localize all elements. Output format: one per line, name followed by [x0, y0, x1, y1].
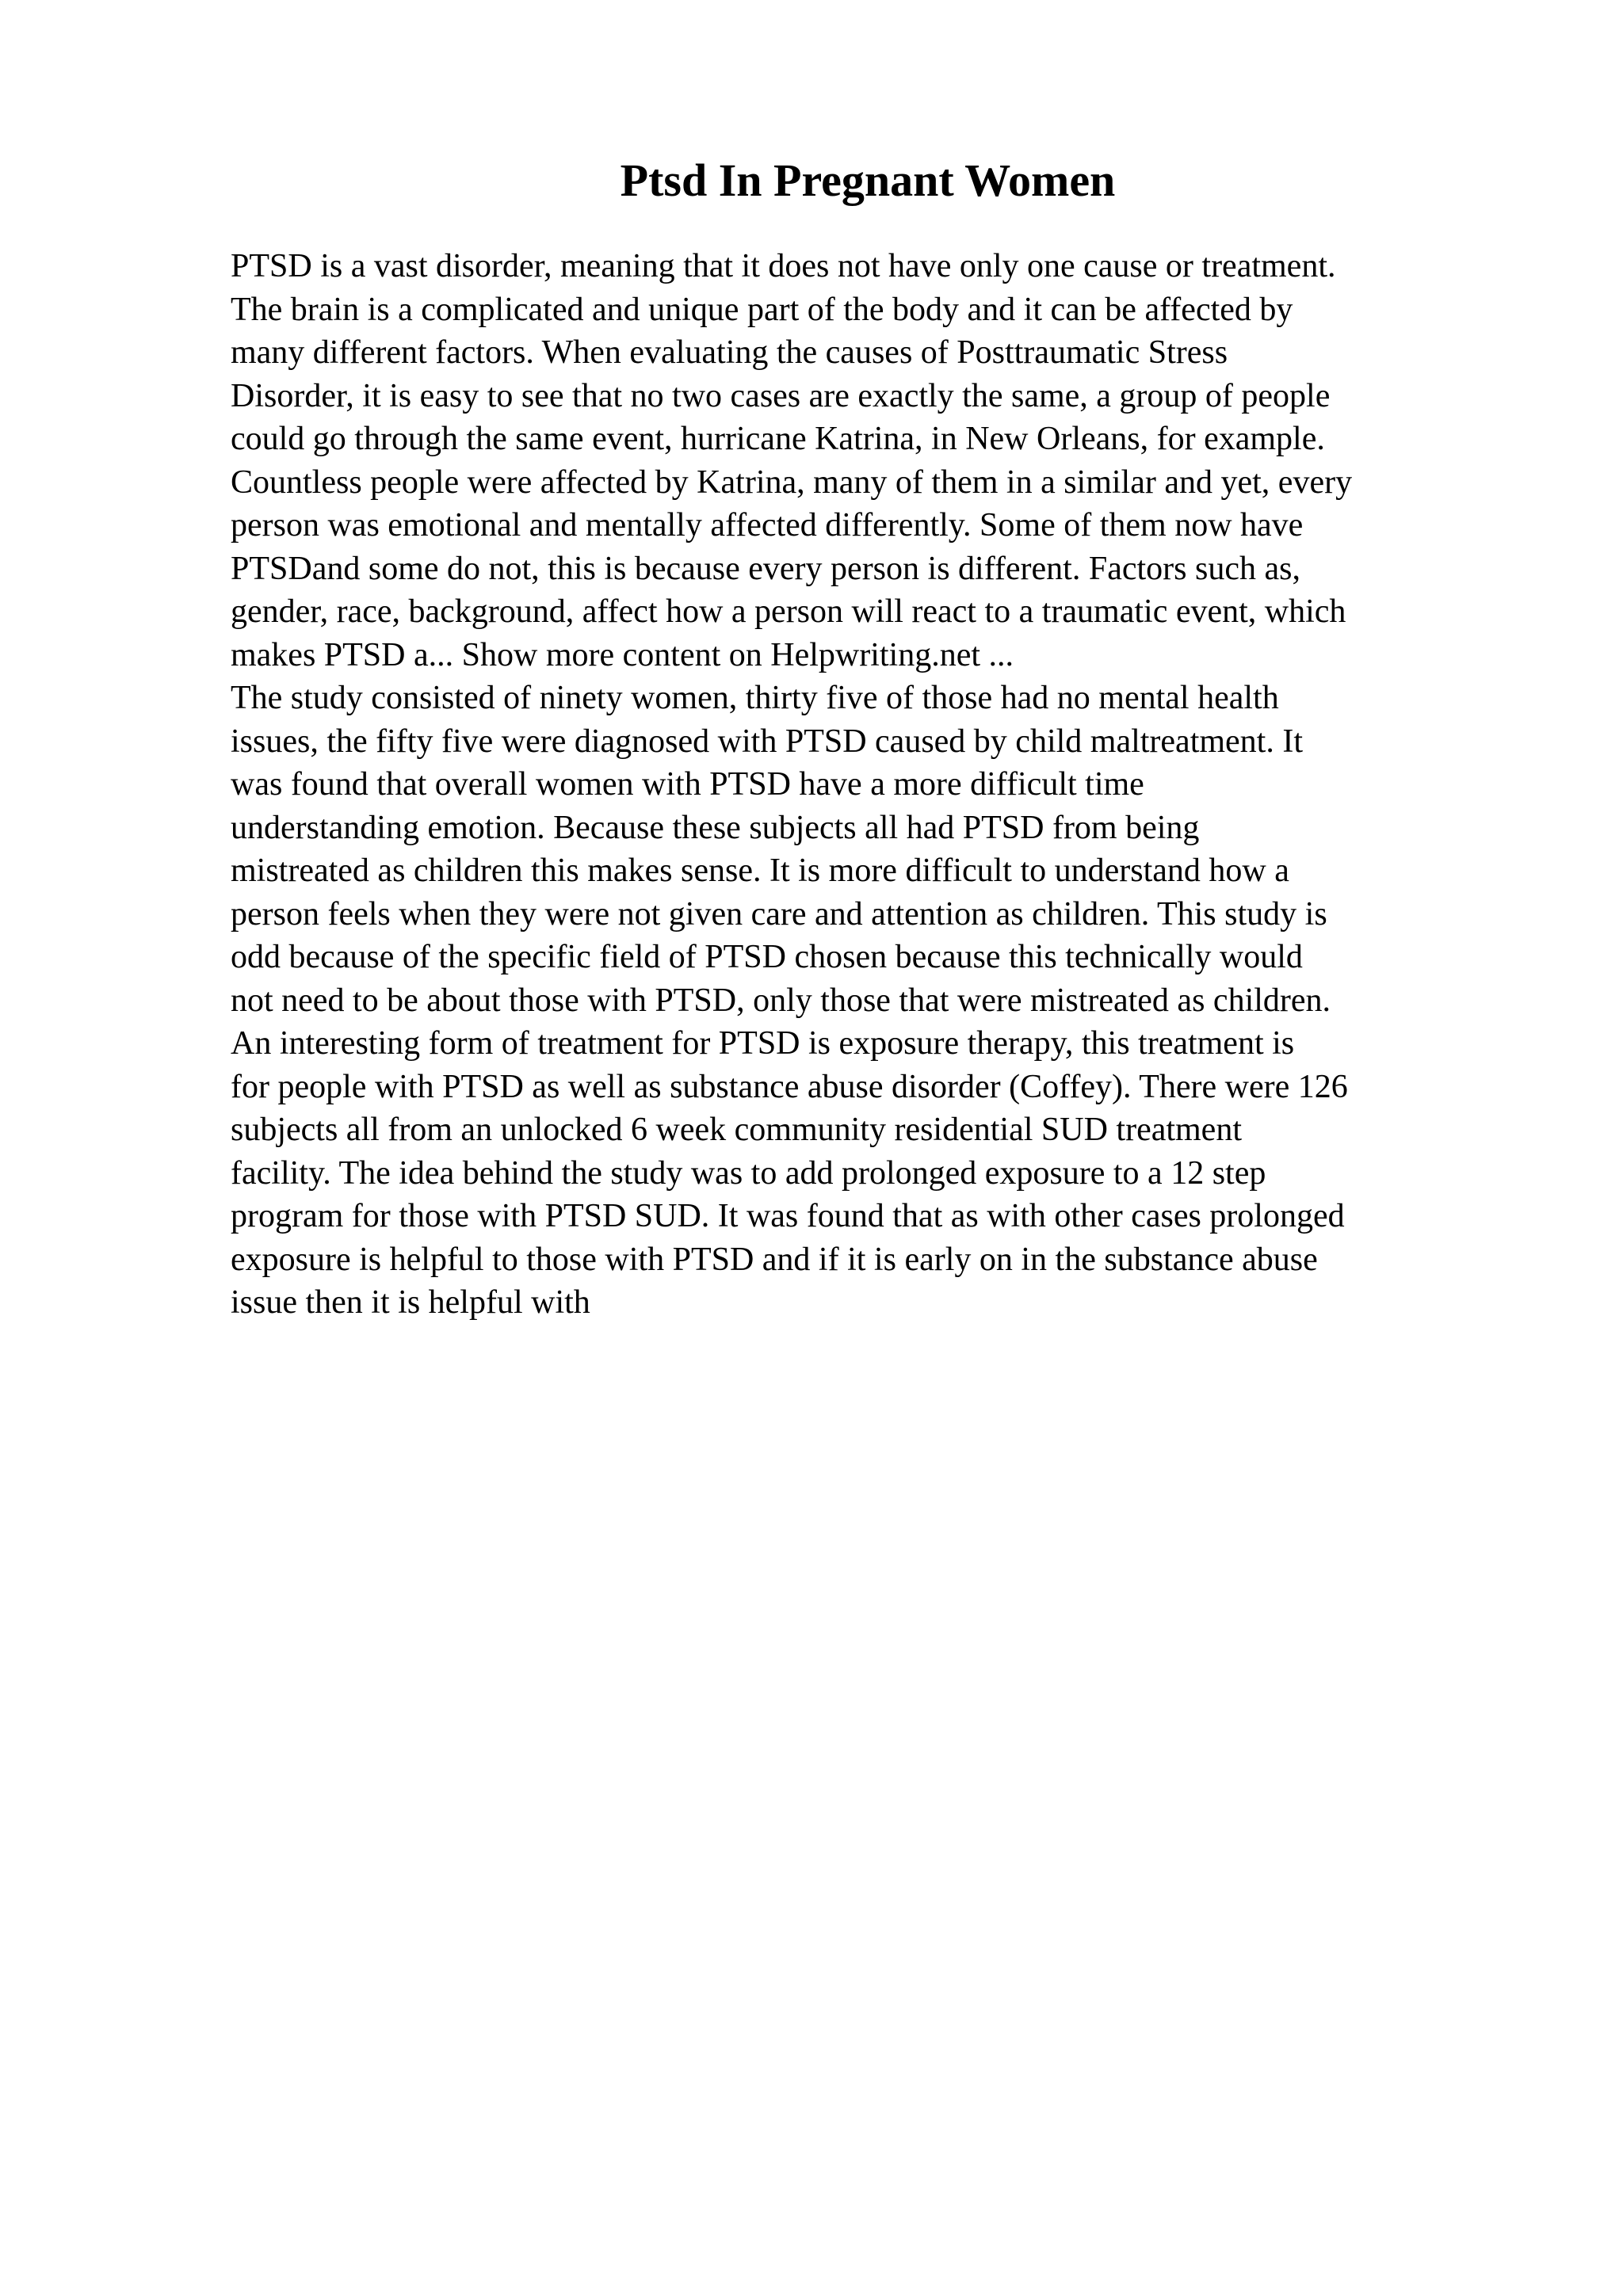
body-line: The study consisted of ninety women, thirty five of those had no mental health	[231, 680, 1279, 716]
body-line: An interesting form of treatment for PTSD is exposure therapy, this treatment is	[231, 1025, 1295, 1062]
body-line: subjects all from an unlocked 6 week community residential SUD treatment	[231, 1112, 1242, 1148]
body-line: for people with PTSD as well as substance abuse disorder (Coffey). There were 126	[231, 1068, 1348, 1105]
body-line: mistreated as children this makes sense. It is more difficult to understand how a	[231, 852, 1289, 889]
body-line: program for those with PTSD SUD. It was found that as with other cases prolonged	[231, 1198, 1345, 1234]
body-line: PTSDand some do not, this is because every person is different. Factors such as,	[231, 550, 1300, 587]
body-line: many different factors. When evaluating the causes of Posttraumatic Stress	[231, 334, 1228, 371]
body-line: gender, race, background, affect how a person will react to a traumatic event, which	[231, 593, 1346, 630]
document-title: Ptsd In Pregnant Women	[620, 154, 1116, 206]
document-body	[231, 245, 1483, 1325]
body-line: exposure is helpful to those with PTSD and if it is early on in the substance abuse	[231, 1241, 1318, 1278]
body-line: makes PTSD a... Show more content on Helpwriting.net ...	[231, 636, 1014, 673]
body-line: Disorder, it is easy to see that no two cases are exactly the same, a group of people	[231, 377, 1331, 414]
body-line: person was emotional and mentally affected differently. Some of them now have	[231, 507, 1304, 543]
body-line: PTSD is a vast disorder, meaning that it does not have only one cause or treatment.	[231, 248, 1336, 284]
body-line: The brain is a complicated and unique part of the body and it can be affected by	[231, 291, 1293, 328]
body-line: not need to be about those with PTSD, only those that were mistreated as children.	[231, 982, 1331, 1019]
body-line: Countless people were affected by Katrina, many of them in a similar and yet, every	[231, 463, 1353, 501]
body-line: issues, the fifty five were diagnosed with PTSD caused by child maltreatment. It	[231, 723, 1304, 760]
body-line: issue then it is helpful with	[231, 1284, 590, 1321]
body-line: person feels when they were not given care and attention as children. This study is	[231, 895, 1327, 933]
body-line: facility. The idea behind the study was to add prolonged exposure to a 12 step	[231, 1154, 1266, 1192]
body-line: odd because of the specific field of PTSD chosen because this technically would	[231, 939, 1303, 975]
body-line: could go through the same event, hurricane Katrina, in New Orleans, for example.	[231, 421, 1325, 457]
body-line: was found that overall women with PTSD have a more difficult time	[231, 766, 1144, 803]
body-line: understanding emotion. Because these subjects all had PTSD from being	[231, 809, 1200, 846]
